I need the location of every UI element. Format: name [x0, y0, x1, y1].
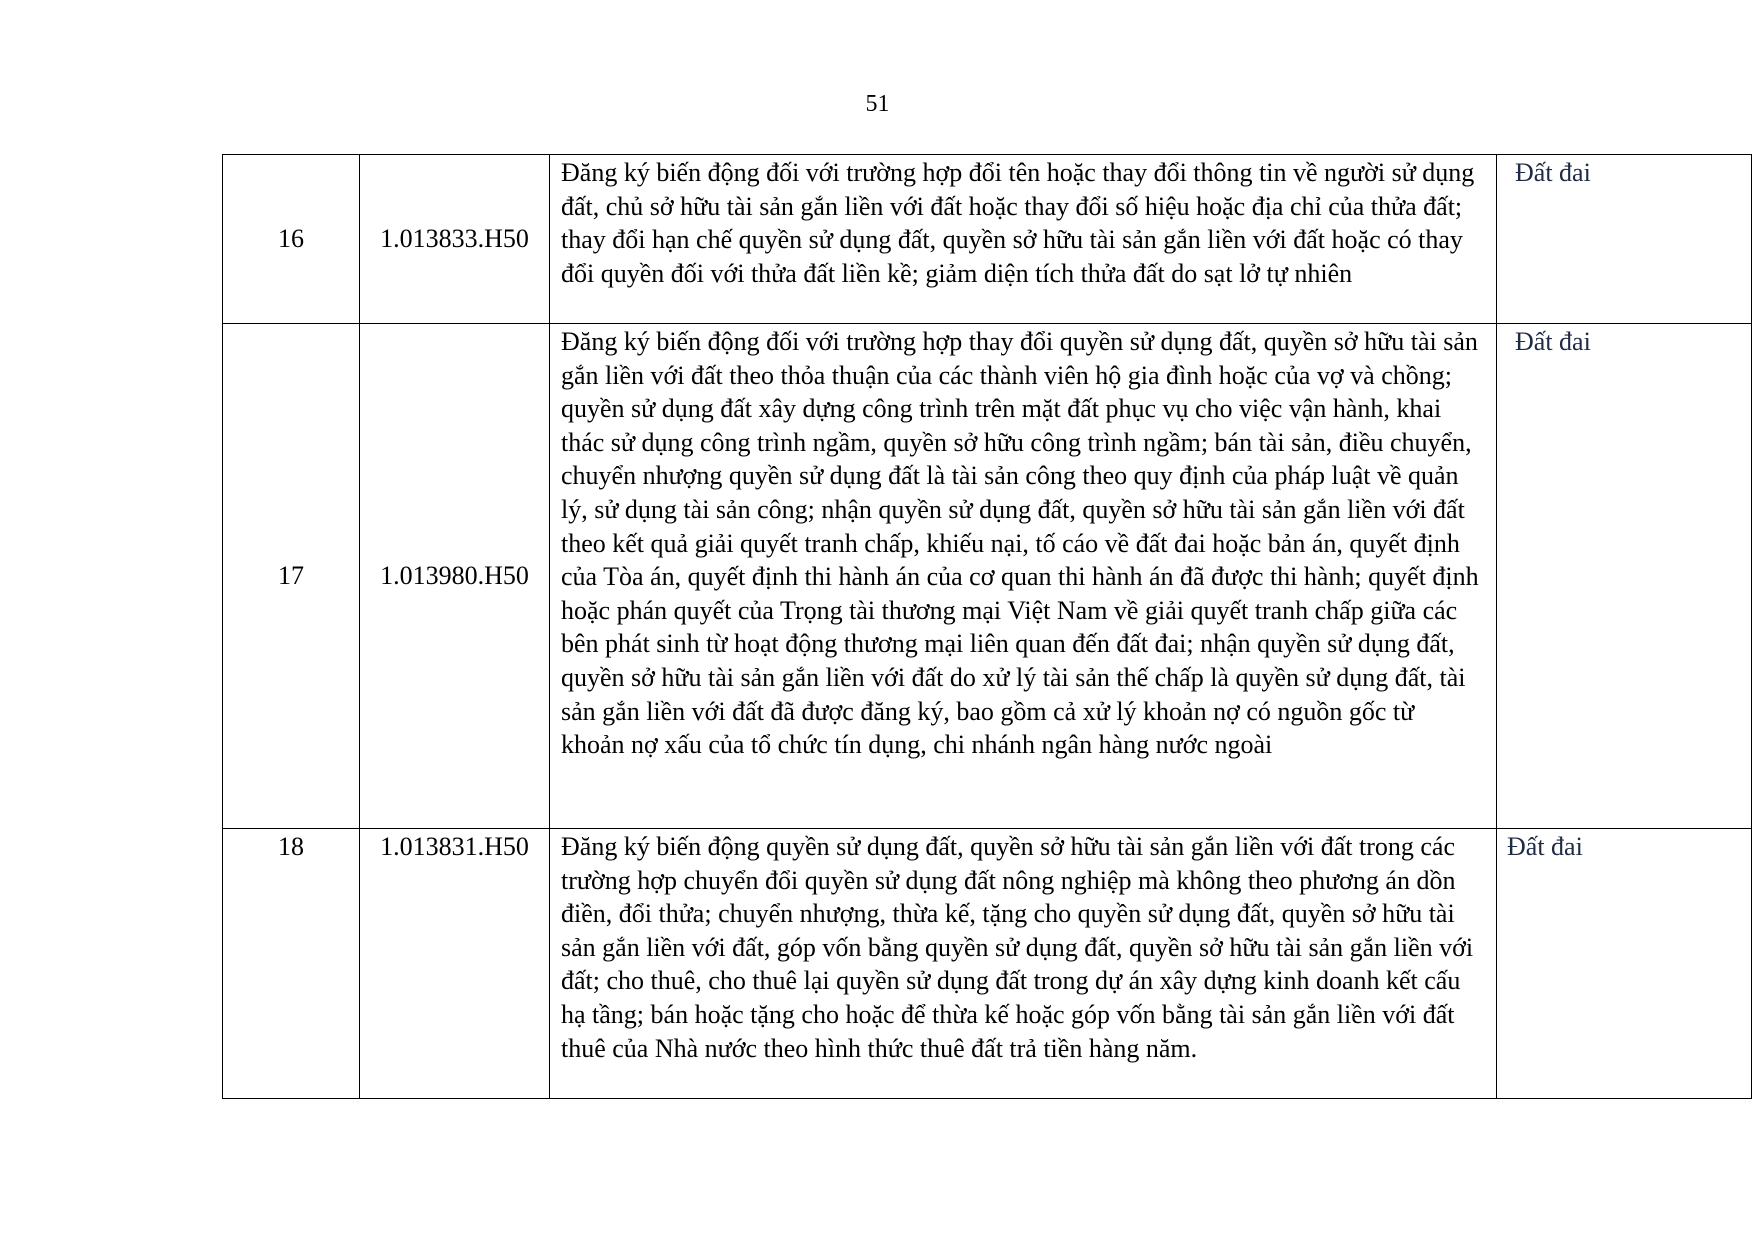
row-number-cell: 16 — [223, 155, 360, 324]
procedures-table — [222, 154, 1752, 1099]
procedure-name-cell: Đăng ký biến động đối với trường hợp thay đổi quyền sử dụng đất, quyền sở hữu tài sản gắn liền với đất theo thỏa thuận của các thành viên hộ gia đình hoặc của vợ và chồng; quyền sử dụng đất xây dựng công trình trên mặt đất phục vụ cho việc vận hành, khai thác sử dụng công trình ngầm, quyền sở hữu công trình ngầm; bán tài sản, điều chuyển, chuyển nhượng quyền sử dụng đất là tài sản công theo quy định của pháp luật về quản lý, sử dụng tài sản công; nhận quyền sử dụng đất, quyền sở hữu tài sản gắn liền với đất theo kết quả giải quyết tranh chấp, khiếu nại, tố cáo về đất đai hoặc bản án, quyết định của Tòa án, quyết định thi hành án của cơ quan thi hành án đã được thi hành; quyết định hoặc phán quyết của Trọng tài thương mại Việt Nam về giải quyết tranh chấp giữa các bên phát sinh từ hoạt động thương mại liên quan đến đất đai; nhận quyền sử dụng đất, quyền sở hữu tài sản gắn liền với đất do xử lý tài sản thế chấp là quyền sử dụng đất, tài sản gắn liền với đất đã được đăng ký, bao gồm cả xử lý khoản nợ có nguồn gốc từ khoản nợ xấu của tổ chức tín dụng, chi nhánh ngân hàng nước ngoài — [550, 324, 1497, 829]
procedure-code-cell: 1.013833.H50 — [360, 155, 550, 324]
procedure-code-cell: 1.013831.H50 — [360, 829, 550, 1099]
procedure-field-cell: Đất đai — [1497, 324, 1752, 829]
table-row — [223, 155, 1752, 324]
table-row — [223, 324, 1752, 829]
procedure-name-cell: Đăng ký biến động quyền sử dụng đất, quyền sở hữu tài sản gắn liền với đất trong các trường hợp chuyển đổi quyền sử dụng đất nông nghiệp mà không theo phương án dồn điền, đổi thửa; chuyển nhượng, thừa kế, tặng cho quyền sử dụng đất, quyền sở hữu tài sản gắn liền với đất, góp vốn bằng quyền sử dụng đất, quyền sở hữu tài sản gắn liền với đất; cho thuê, cho thuê lại quyền sử dụng đất trong dự án xây dựng kinh doanh kết cấu hạ tầng; bán hoặc tặng cho hoặc để thừa kế hoặc góp vốn bằng tài sản gắn liền với đất thuê của Nhà nước theo hình thức thuê đất trả tiền hàng năm. — [550, 829, 1497, 1099]
procedure-name-cell: Đăng ký biến động đối với trường hợp đổi tên hoặc thay đổi thông tin về người sử dụng đất, chủ sở hữu tài sản gắn liền với đất hoặc thay đổi số hiệu hoặc địa chỉ của thửa đất; thay đổi hạn chế quyền sử dụng đất, quyền sở hữu tài sản gắn liền với đất hoặc có thay đổi quyền đối với thửa đất liền kề; giảm diện tích thửa đất do sạt lở tự nhiên — [550, 155, 1497, 324]
procedure-field-cell: Đất đai — [1497, 155, 1752, 324]
table-row — [223, 829, 1752, 1099]
procedure-code-cell: 1.013980.H50 — [360, 324, 550, 829]
procedure-field-cell: Đất đai — [1497, 829, 1752, 1099]
row-number-cell: 18 — [223, 829, 360, 1099]
page-number: 51 — [865, 91, 890, 117]
row-number-cell: 17 — [223, 324, 360, 829]
